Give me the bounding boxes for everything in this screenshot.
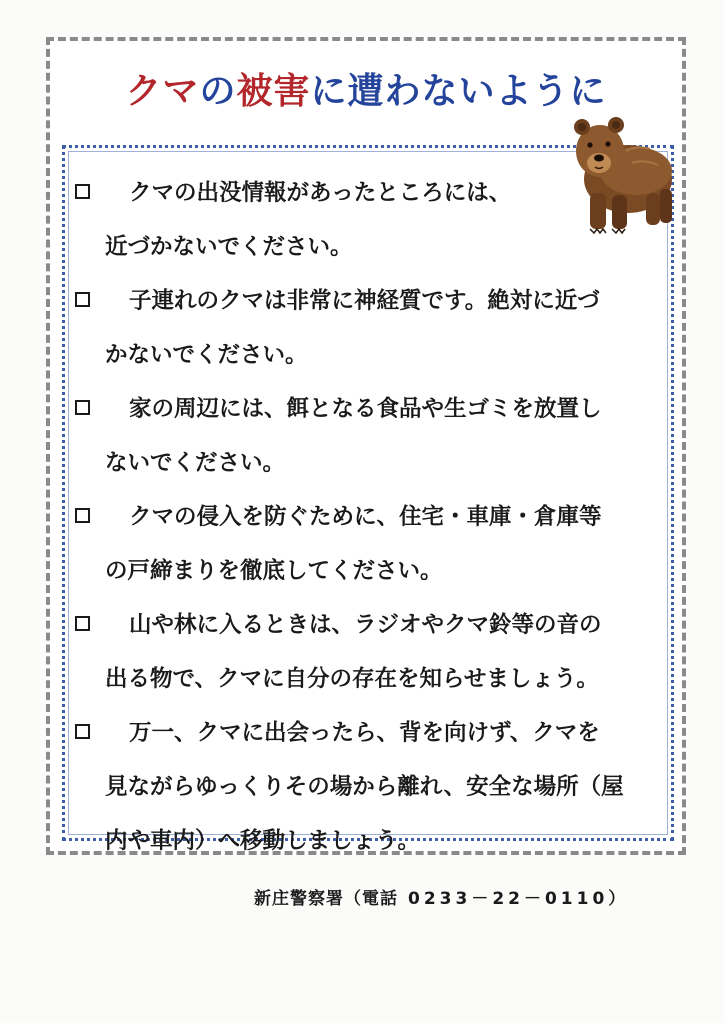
checklist: [75, 166, 665, 868]
checklist-item-6: [75, 706, 665, 868]
phone-number: 0233－22－0110）: [408, 889, 630, 909]
checkbox-icon: [75, 508, 90, 523]
item-line: ないでください。: [105, 450, 286, 476]
item-line: 万一、クマに出会ったら、背を向けず、クマを: [129, 720, 600, 746]
checkbox-icon: [75, 724, 90, 739]
footer-contact: [254, 884, 629, 909]
item-line: 近づかないでください。: [105, 234, 353, 260]
checklist-item-5: [75, 598, 665, 706]
item-line: 出る物で、クマに自分の存在を知らせましょう。: [105, 666, 599, 692]
bear-icon: [566, 107, 676, 237]
checklist-item-4: [75, 490, 665, 598]
checklist-frame: [62, 145, 674, 854]
title-rest: に遭わないように: [310, 71, 607, 112]
item-line: かないでください。: [105, 342, 308, 368]
item-line: の戸締まりを徹底してください。: [105, 558, 443, 584]
item-line: クマの侵入を防ぐために、住宅・車庫・倉庫等: [129, 504, 602, 530]
outer-frame: [46, 37, 686, 855]
checkbox-icon: [75, 400, 90, 415]
title-damage: 被害: [236, 71, 311, 112]
checklist-item-3: [75, 382, 665, 490]
checklist-item-2: [75, 274, 665, 382]
title-no: の: [199, 71, 237, 112]
checkbox-icon: [75, 184, 90, 199]
checkbox-icon: [75, 292, 90, 307]
item-line: 家の周辺には、餌となる食品や生ゴミを放置し: [129, 396, 602, 422]
police-station-name: 新庄警察署（電話: [254, 889, 398, 909]
item-line: クマの出没情報があったところには、: [129, 180, 512, 206]
title-bear: クマ: [125, 71, 200, 112]
item-line: 山や林に入るときは、ラジオやクマ鈴等の音の: [129, 612, 602, 638]
item-line: 見ながらゆっくりその場から離れ、安全な場所（屋: [105, 774, 624, 800]
item-line: 子連れのクマは非常に神経質です。絶対に近づ: [129, 288, 600, 314]
item-line: 内や車内）へ移動しましょう。: [105, 828, 421, 854]
checkbox-icon: [75, 616, 90, 631]
